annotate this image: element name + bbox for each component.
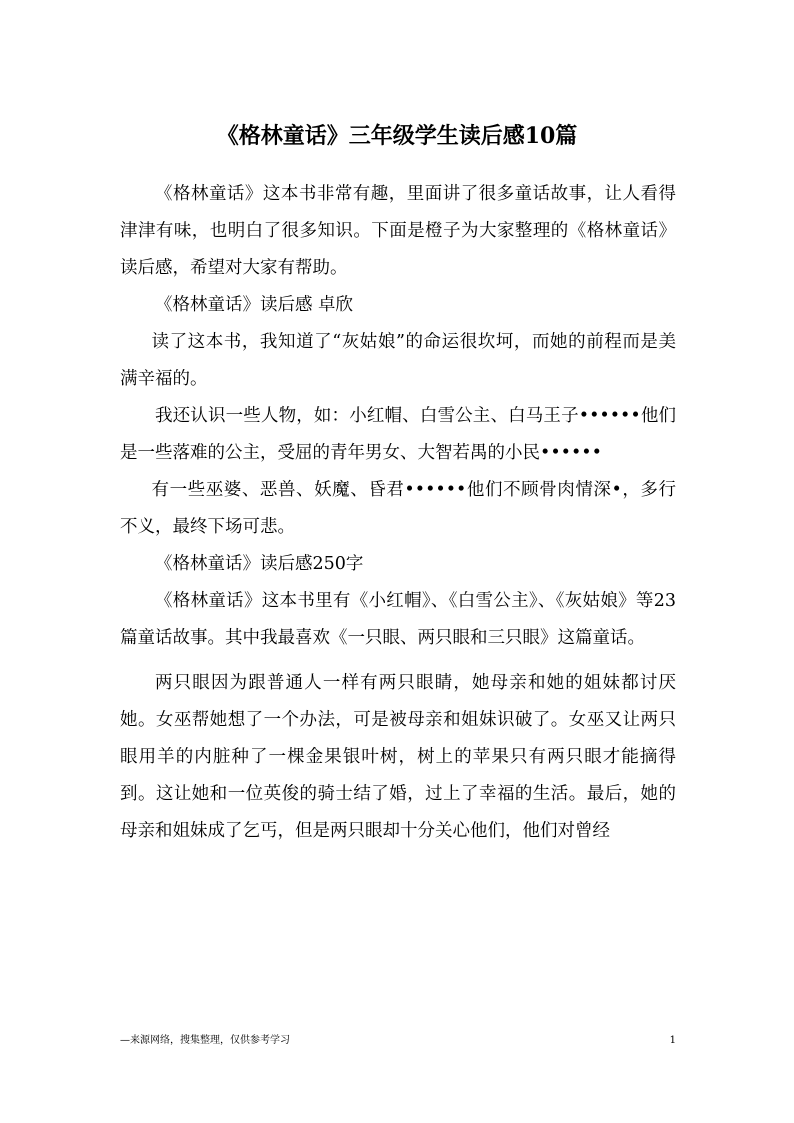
intro-paragraph: 《格林童话》这本书非常有趣，里面讲了很多童话故事，让人看得津津有味，也明白了很多知识。下面是橙子为大家整理的《格林童话》读后感，希望对大家有帮助。	[120, 184, 676, 278]
body-paragraph: 有一些巫婆、恶兽、妖魔、昏君••••••他们不顾骨肉情深•，多行不义，最终下场可悲。	[120, 480, 676, 537]
body-paragraph: 我还认识一些人物，如：小红帽、白雪公主、白马王子••••••他们是一些落难的公主，受屈的青年男女、大智若禺的小民••••••	[120, 406, 676, 463]
footer-source-note: —来源网络，搜集整理，仅供参考学习	[120, 1035, 290, 1046]
document-body	[120, 176, 676, 850]
body-paragraph: 读了这本书，我知道了“灰姑娘”的命运很坎坷，而她的前程而是美满辛福的。	[120, 332, 676, 389]
body-paragraph: 两只眼因为跟普通人一样有两只眼睛，她母亲和她的姐妹都讨厌她。女巫帮她想了一个办法，可是被母亲和姐妹识破了。女巫又让两只眼用羊的内脏种了一棵金果银叶树，树上的苹果只有两只眼才能摘得到。这让她和一位英俊的骑士结了婚，过上了幸福的生活。最后，她的母亲和姐妹成了乞丐，但是两只眼却十分关心他们，他们对曾经	[120, 673, 676, 841]
page-title: 《格林童话》三年级学生读后感10篇	[216, 123, 578, 149]
section-heading-250: 《格林童话》读后感250字	[155, 554, 364, 574]
body-paragraph: 《格林童话》这本书里有《小红帽》、《白雪公主》、《灰姑娘》等23篇童话故事。其中我最喜欢《一只眼、两只眼和三只眼》这篇童话。	[120, 591, 676, 648]
section-heading-zhuoxin: 《格林童话》读后感 卓欣	[155, 295, 354, 315]
page-number: 1	[669, 1035, 676, 1046]
